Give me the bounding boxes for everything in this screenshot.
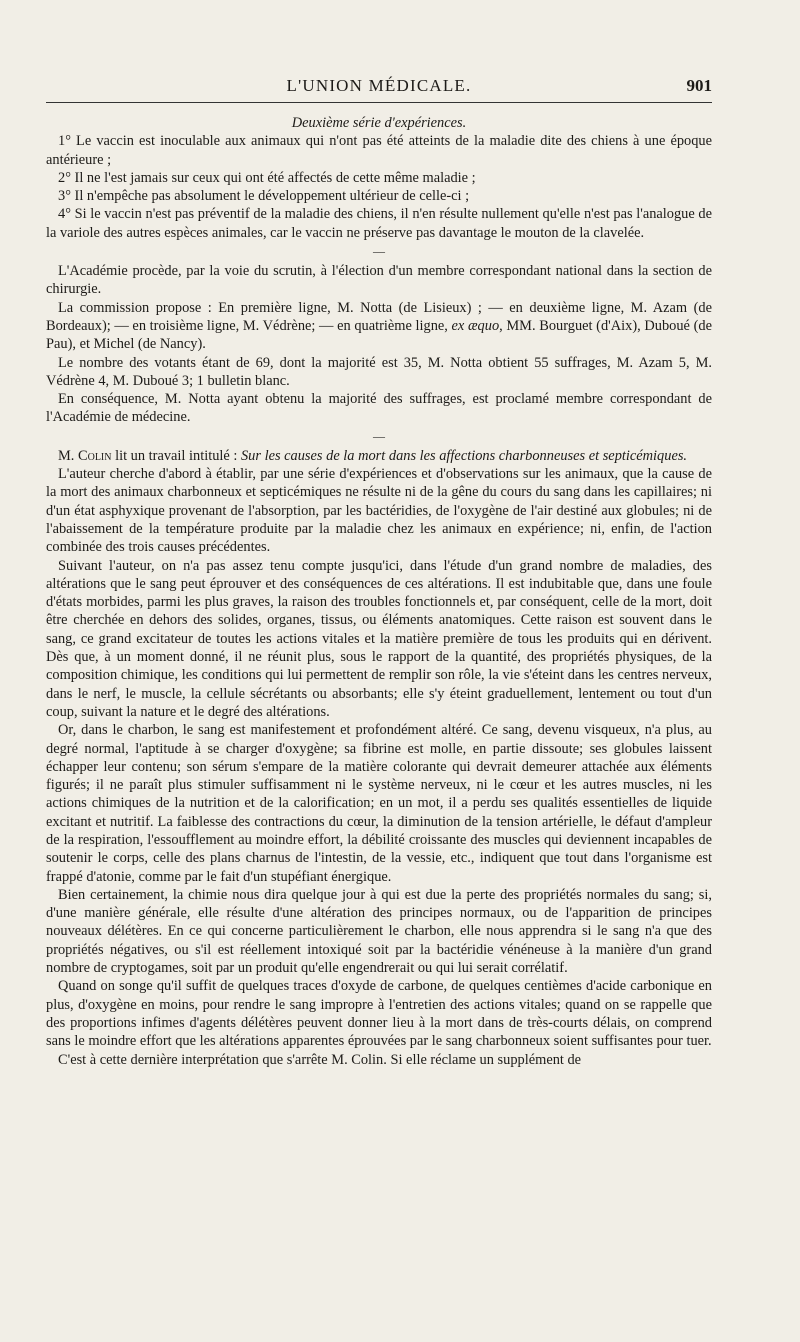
colin-paragraph-2: Suivant l'auteur, on n'a pas assez tenu compte jusqu'ici, dans l'étude d'un grand nombre de maladies, des altérations que le sang peut éprouver et des conséquences de ces altérations. Il est indubitable que, dans une foule d'états morbides, parmi les plus graves, la raison des troubles fonctionnels et, par conséquent, celle de la mort, doit être cherchée en dehors des solides, organes, tissus, ou éléments anatomiques. Cette raison est souvent dans le sang, ce grand excitateur de toutes les actions vitales et la matière première de tous les produits qui en dérivent. Dès que, à un moment donné, il ne réunit plus, sous le rapport de la quantité, des propriétés physiques, de la composition chimique, les conditions qui lui permettent de remplir son rôle, la vie s'éteint dans les centres nerveux, dans le nerf, le muscle, la cellule sécrétants ou absorbants; elle s'y éteint graduellement, lentement ou tout d'un coup, suivant la nature et le degré des altérations.	[46, 557, 712, 720]
last-text-a: C'est à cette dernière interprétation que s'arrête M.	[58, 1051, 352, 1068]
election-paragraph-3: Le nombre des votants étant de 69, dont la majorité est 35, M. Notta obtient 55 suffrages, M. Azam 5, M. Védrène 4, M. Duboué 3; 1 bulletin blanc.	[46, 354, 712, 389]
colin-paragraph-4: Bien certainement, la chimie nous dira quelque jour à qui est due la perte des propriétés normales du sang; si, d'une manière générale, elle résulte d'une altération des principes normaux, ou de l'apparition de principes nouveaux délétères. En ce qui concerne particulièrement le charbon, elle nous apprendra si le sang n'a que des propriétés négatives, ou s'il est réellement intoxiqué soit par la bactéridie vénéneuse à la manière d'un grand nombre de cryptogames, soit par un produit qu'elle engendrerait ou qui lui serait corrélatif.	[46, 886, 712, 977]
last-text-b: . Si elle réclame un supplément de	[383, 1051, 582, 1068]
article-body	[46, 114, 712, 1069]
conclusion-2: 2° Il ne l'est jamais sur ceux qui ont été affectés de cette même maladie ;	[58, 169, 476, 186]
colin-work-title: Sur les causes de la mort dans les affections charbonneuses et septicémiques.	[240, 447, 688, 464]
header-rule	[46, 102, 712, 103]
conclusion-3: 3° Il n'empêche pas absolument le développement ultérieur de celle-ci ;	[58, 188, 470, 205]
conclusion-1: 1° Le vaccin est inoculable aux animaux qui n'ont pas été atteints de la maladie dite des chiens à une époque antérieure ;	[46, 133, 712, 168]
separator-2: —	[373, 428, 385, 443]
colin-last-paragraph	[46, 1051, 712, 1069]
election-paragraph-2	[46, 299, 712, 354]
election-p2-text-b: , MM. Bourguet (d'Aix), Duboué (de Pau), et Michel (de Nancy).	[46, 317, 712, 353]
last-name: Colin	[351, 1051, 384, 1068]
election-p2-text-a: La commission propose : En première ligne, M. Notta (de Lisieux) ; — en deuxième ligne, M. Azam (de Bordeaux); — en troisième ligne, M. Védrène; — en quatrième ligne,	[46, 299, 712, 334]
running-title: L'UNION MÉDICALE.	[286, 76, 472, 95]
colin-intro	[46, 447, 712, 465]
section-title: Deuxième série d'expériences.	[291, 115, 467, 131]
election-paragraph-1: L'Académie procède, par la voie du scrutin, à l'élection d'un membre correspondant national dans la section de chirurgie.	[46, 263, 712, 298]
colin-intro-a: M.	[58, 447, 78, 464]
colin-paragraph-3: Or, dans le charbon, le sang est manifestement et profondément altéré. Ce sang, devenu visqueux, n'a plus, au degré normal, l'aptitude à se charger d'oxygène; sa fibrine est molle, en partie dissoute; ses globules laissent échapper leur contenu; son sérum s'empare de la matière colorante qui devrait demeurer attachée aux éléments figurés; il ne paraît plus stimuler suffisamment ni le système nerveux, ni le cœur et les autres muscles, ni les actions chimiques de la nutrition et de la calorification; en un mot, il a perdu ses qualités essentielles de liquide excitant et nutritif. La faiblesse des contractions du cœur, la diminution de la tension artérielle, le défaut d'ampleur de la respiration, l'essoufflement au moindre effort, la débilité croissante des muscles qui deviennent incapables de soutenir le corps, celle des plans charnus de l'intestin, de la vessie, etc., indiquent que tout dans l'organisme est frappé d'atonie, comme par le fait d'un stupéfiant énergique.	[46, 722, 712, 885]
page-number: 901	[686, 76, 712, 95]
colin-name: Colin	[78, 447, 112, 464]
conclusion-4: 4° Si le vaccin n'est pas préventif de la maladie des chiens, il n'en résulte nullement qu'elle n'est pas l'analogue de la variole des autres espèces animales, car le vaccin ne préserve pas davantage le mouton de la clavelée.	[46, 206, 712, 241]
colin-paragraph-5: Quand on songe qu'il suffit de quelques traces d'oxyde de carbone, de quelques centièmes d'acide carbonique en plus, d'oxygène en moins, pour rendre le sang impropre à l'entretien des actions vitales; quand on se rappelle que des proportions infimes d'agents délétères peuvent donner lieu à la mort dans de très-courts délais, on comprend sans le moindre effort que les altérations apparentes éprouvées par le sang charbonneux soient suffisantes pour tuer.	[46, 978, 712, 1050]
separator-1: —	[373, 244, 385, 259]
colin-intro-b: lit un travail intitulé :	[111, 447, 241, 464]
page-header	[46, 72, 712, 100]
election-paragraph-4: En conséquence, M. Notta ayant obtenu la majorité des suffrages, est proclamé membre correspondant de l'Académie de médecine.	[46, 391, 712, 426]
colin-paragraph-1: L'auteur cherche d'abord à établir, par une série d'expériences et d'observations sur les animaux, que la cause de la mort des animaux charbonneux et septicémiques ne résulte ni de la gêne du cours du sang dans les capillaires; ni d'un état asphyxique provenant de l'absorption, par les bactéridies, de l'oxygène de l'air destiné aux globules; ni de l'abaissement de la température produite par la maladie chez les animaux en expérience; ni, enfin, de l'action combinée des trois causes précédentes.	[46, 466, 712, 556]
election-p2-italic: ex æquo	[451, 317, 500, 334]
